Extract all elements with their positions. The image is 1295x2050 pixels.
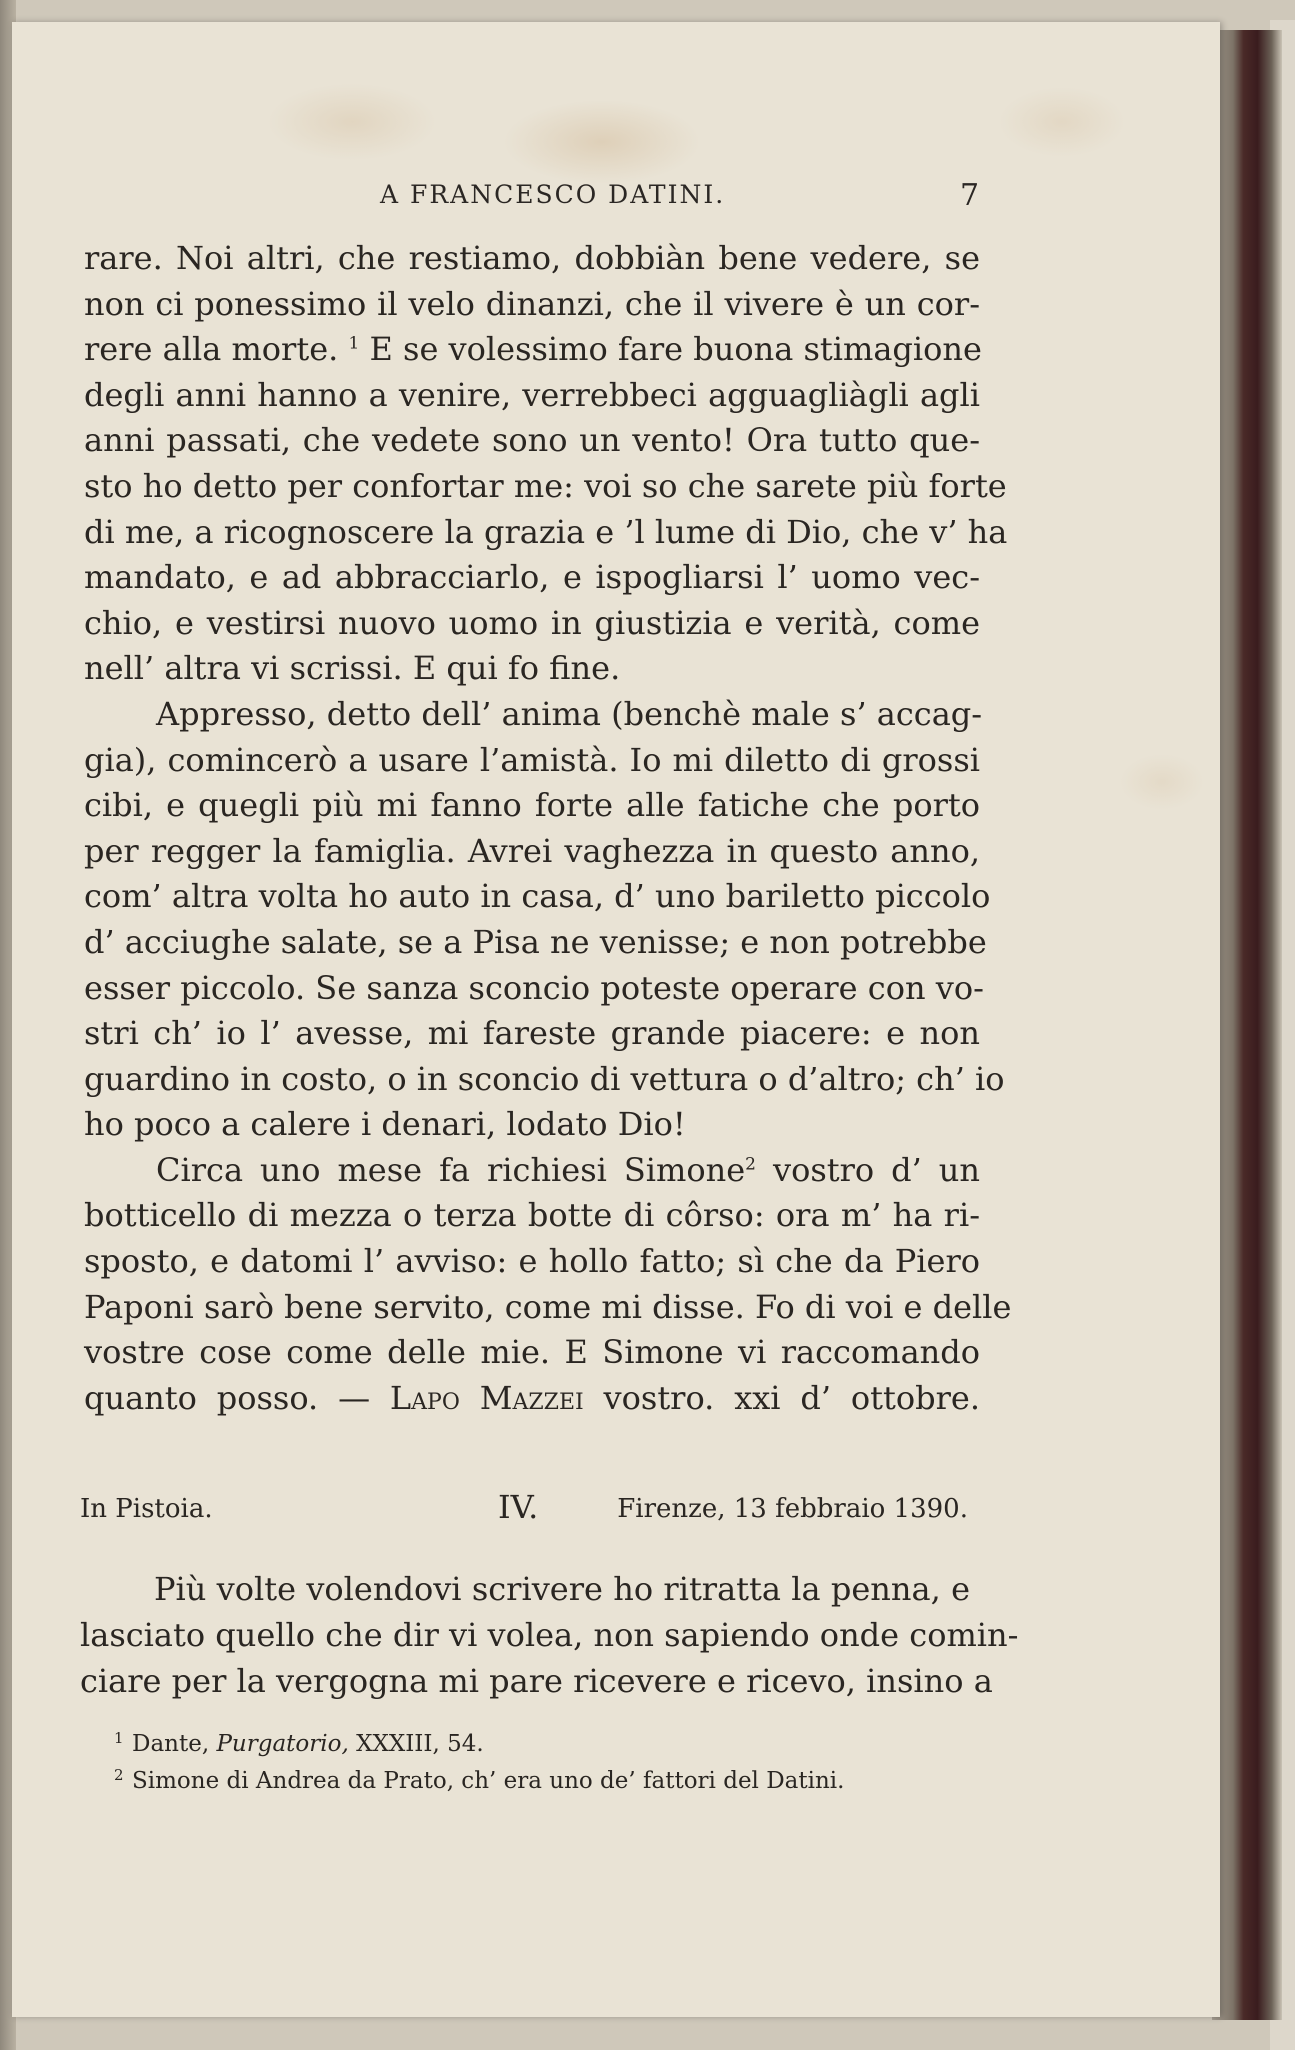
letter-number: IV.: [498, 1488, 539, 1526]
footnote: 1 Dante, Purgatorio, XXXIII, 54.: [114, 1729, 484, 1757]
text-line: rare. Noi altri, che restiamo, dobbiàn bene vedere, se: [84, 239, 980, 277]
text-line: Paponi sarò bene servito, come mi disse. Fo di voi e delle: [84, 1287, 1012, 1326]
text-line: Appresso, detto dell’ anima (benchè male s’ accag-: [156, 694, 983, 733]
text-line: cibi, e quegli più mi fanno forte alle fatiche che porto: [84, 786, 980, 825]
text-line: nell’ altra vi scrissi. E qui fo fine.: [84, 649, 621, 688]
text-line: chio, e vestirsi nuovo uomo in giustizia e verità, come: [84, 603, 980, 642]
text-line: com’ altra volta ho auto in casa, d’ uno bariletto piccolo: [84, 877, 991, 916]
letter-3-text: [84, 236, 1012, 1421]
footnote: 2 Simone di Andrea da Prato, ch’ era uno de’ fattori del Datini.: [114, 1766, 845, 1794]
text-line: ho poco a calere i denari, lodato Dio!: [84, 1105, 686, 1144]
running-title: A FRANCESCO DATINI.: [380, 180, 726, 209]
text-line: non ci ponessimo il velo dinanzi, che il vivere è un cor-: [84, 284, 980, 323]
text-line: sto ho detto per confortar me: voi so che sarete più forte: [84, 466, 1007, 505]
signature-line: quanto posso. — Lapo Mazzei vostro. xxi d’ ottobre.: [84, 1378, 980, 1417]
letter-place: In Pistoia.: [80, 1494, 213, 1524]
text-line: mandato, e ad abbracciarlo, e ispogliarsi l’ uomo vec-: [84, 558, 980, 597]
text-line: rere alla morte. $^1$ E se volessimo fare buona stimagione: [84, 330, 982, 369]
text-line: esser piccolo. Se sanza sconcio poteste operare con vo-: [84, 968, 984, 1007]
page-number: 7: [960, 178, 980, 213]
text-line: botticello di mezza o terza botte di côrso: ora m’ ha ri-: [84, 1196, 980, 1235]
text-line: sposto, e datomi l’ avviso: e hollo fatto; sì che da Piero: [84, 1242, 980, 1281]
footnote-ref: 1: [348, 333, 360, 354]
text-line: stri ch’ io l’ avesse, mi fareste grande piacere: e non: [84, 1014, 980, 1053]
text-line: d’ acciughe salate, se a Pisa ne venisse; e non potrebbe: [84, 922, 987, 961]
letter-4-heading: [80, 1488, 968, 1528]
text-line: per regger la famiglia. Avrei vaghezza in questo anno,: [84, 831, 980, 870]
text-line: anni passati, che vedete sono un vento! Ora tutto que-: [84, 421, 980, 460]
text-line: ciare per la vergogna mi pare ricevere e ricevo, insino a: [80, 1662, 993, 1700]
text-line: vostre cose come delle mie. E Simone vi raccomando: [84, 1333, 980, 1372]
footnote-ref: 2: [745, 1154, 756, 1175]
letter-date: Firenze, 13 febbraio 1390.: [617, 1494, 968, 1524]
letter-4-text: [80, 1566, 1019, 1704]
text-line: guardino in costo, o in sconcio di vettura o d’altro; ch’ io: [84, 1059, 1005, 1098]
text-line: di me, a ricognoscere la grazia e ’l lume di Dio, che v’ ha: [84, 512, 1008, 551]
text-line: gia), comincerò a usare l’amistà. Io mi diletto di grossi: [84, 740, 980, 779]
text-line: lasciato quello che dir vi volea, non sapiendo onde comin-: [80, 1616, 1019, 1654]
footnotes: [114, 1726, 972, 1800]
text-line: Più volte volendovi scrivere ho ritratta la penna, e: [154, 1570, 970, 1608]
book-binding: [1212, 30, 1282, 2020]
author-name: Lapo Mazzei: [389, 1378, 584, 1417]
text-line: Circa uno mese fa richiesi Simone$^2$ vostro d’ un: [156, 1150, 981, 1189]
text-line: degli anni hanno a venire, verrebbeci agguagliàgli agli: [84, 375, 980, 414]
